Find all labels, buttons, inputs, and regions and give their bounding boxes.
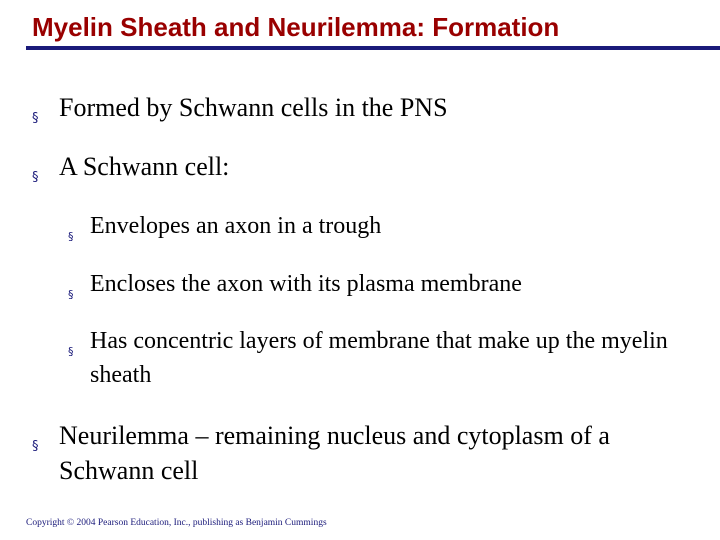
sub-bullet-marker-icon: § (68, 345, 74, 358)
copyright-footer: Copyright © 2004 Pearson Education, Inc., publishing as Benjamin Cummings (26, 518, 327, 528)
bullet-text: Neurilemma – remaining nucleus and cytoplasm of a Schwann cell (59, 421, 610, 485)
bullet-schwann-cell (32, 149, 699, 184)
sub-bullet-marker-icon: § (68, 230, 74, 243)
bullet-text: A Schwann cell: (59, 152, 230, 181)
sub-bullet-encloses-axon (68, 267, 690, 301)
bullet-schwann-cells-pns (32, 90, 699, 125)
sub-bullet-envelopes-axon (68, 209, 690, 243)
sub-bullet-text: Encloses the axon with its plasma membrane (90, 271, 522, 297)
bullet-marker-icon: § (32, 439, 39, 454)
sub-bullet-concentric-layers (68, 324, 680, 392)
bullet-marker-icon: § (32, 111, 39, 126)
title-underline (26, 46, 720, 50)
bullet-text: Formed by Schwann cells in the PNS (59, 93, 448, 122)
sub-bullet-marker-icon: § (68, 288, 74, 301)
bullet-marker-icon: § (32, 170, 39, 185)
sub-bullet-text: Has concentric layers of membrane that make up the myelin sheath (90, 328, 668, 388)
slide-title: Myelin Sheath and Neurilemma: Formation (32, 12, 560, 42)
sub-bullet-text: Envelopes an axon in a trough (90, 213, 382, 239)
bullet-neurilemma (32, 418, 704, 488)
